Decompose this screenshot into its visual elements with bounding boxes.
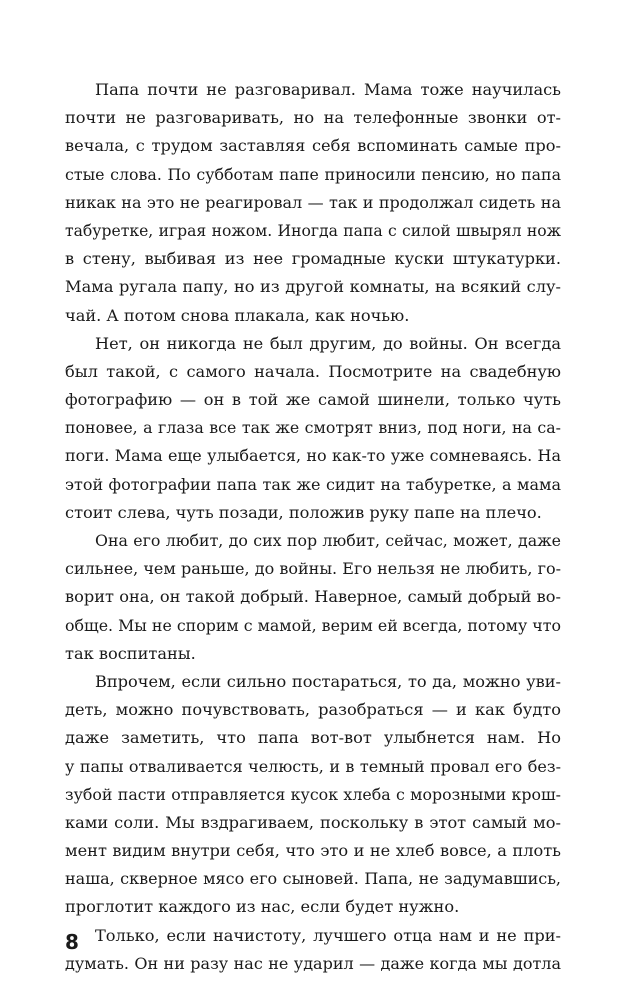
text-line: стые слова. По субботам папе приносили пенсию, но папа <box>65 164 561 184</box>
text-line: поновее, а глаза все так же смотрят вниз, под ноги, на са- <box>65 418 561 438</box>
body-text <box>65 76 561 978</box>
text-line: поги. Мама еще улыбается, но как-то уже сомневаясь. На <box>65 446 561 466</box>
text-line: этой фотографии папа так же сидит на табуретке, а мама <box>65 474 561 494</box>
text-line: почти не разговаривать, но на телефонныe звонки от- <box>65 108 561 128</box>
text-line: фотографию — он в той же самой шинели, только чуть <box>65 390 561 410</box>
text-line: сильнее, чем раньше, до войны. Его нельзя не любить, го- <box>65 559 561 579</box>
text-line: Впрочем, если сильно постараться, то да, можно уви- <box>95 671 561 691</box>
text-line: так воспитаны. <box>65 643 196 663</box>
text-line: думать. Он ни разу нас не ударил — даже когда мы дотла <box>65 953 561 973</box>
text-line: стоит слева, чуть позади, положив руку папе на плечо. <box>65 502 542 522</box>
text-line: чай. А потом снова плакала, как ночью. <box>65 305 410 325</box>
text-line: ками соли. Мы вздрагиваем, поскольку в этот самый мо- <box>65 812 561 832</box>
text-line: мент видим внутри себя, что это и не хлеб вовсе, а плоть <box>65 841 561 861</box>
text-line: табуретке, играя ножом. Иногда папа с силой швырял нож <box>65 221 561 240</box>
text-line: Нет, он никогда не был другим, до войны. Он всегда <box>95 333 561 353</box>
text-line: деть, можно почувствовать, разобраться — и как будто <box>65 700 561 720</box>
text-line: даже заметить, что папа вот-вот улыбнется нам. Но <box>65 728 561 748</box>
text-line: обще. Мы не спорим с мамой, верим ей всегда, потому что <box>65 615 561 635</box>
page-number: 8 <box>65 930 79 954</box>
text-line: вечала, с трудом заставляя себя вспоминать самые про- <box>65 136 561 156</box>
text-line: ворит она, он такой добрый. Наверное, самый добрый во- <box>65 587 561 607</box>
text-line: проглотит каждого из нас, если будет нужно. <box>65 897 460 917</box>
text-line: Папа почти не разговаривал. Мама тоже научилась <box>95 80 561 99</box>
text-line: Только, если начистоту, лучшего отца нам и не при- <box>95 925 561 945</box>
text-line: у папы отваливается челюсть, и в темный провал его без- <box>65 756 561 776</box>
text-line: был такой, с самого начала. Посмотрите на свадебную <box>65 361 561 381</box>
text-line: Мама ругала папу, но из другой комнаты, на всякий слу- <box>65 277 561 297</box>
text-line: в стену, выбивая из нее громадные куски штукатурки. <box>65 249 561 269</box>
text-line: Она его любит, до сих пор любит, сейчас, может, даже <box>95 531 561 550</box>
text-line: никак на это не реагировал — так и продолжал сидеть на <box>65 192 561 212</box>
text-line: наша, скверное мясо его сыновей. Папа, не задумавшись, <box>65 869 561 889</box>
text-line: зубой пасти отправляется кусок хлеба с морозными крош- <box>65 784 561 804</box>
